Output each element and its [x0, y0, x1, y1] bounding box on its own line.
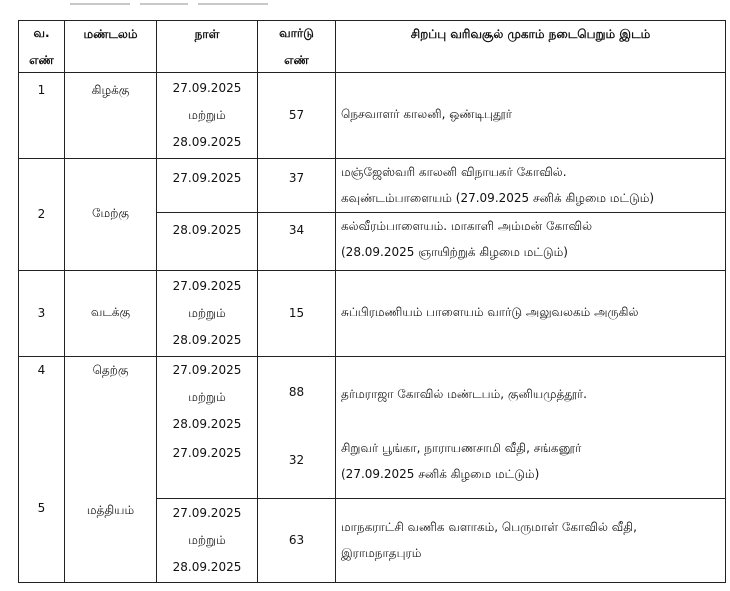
ward-cell: 34: [258, 212, 336, 270]
table-header-row: [19, 21, 726, 48]
date-cell: [157, 356, 258, 498]
place-line: கல்வீரம்பாளையம். மாகாளி அம்மன் கோவில்: [341, 218, 593, 233]
header-serial-line2: எண்: [19, 48, 65, 73]
header-ward-line2: எண்: [258, 48, 336, 73]
table-row: [19, 72, 726, 158]
place-cell: சுப்பிரமணியம் பாளையம் வார்டு அலுவலகம் அருகில்: [336, 270, 726, 356]
header-ward-line1: வார்டு: [279, 26, 314, 41]
and-text: மற்றும்: [188, 532, 226, 547]
date-value: 27.09.2025: [172, 80, 242, 95]
date-cell: [157, 270, 258, 356]
date-value: 28.09.2025: [172, 416, 242, 431]
serial-cell: 3: [19, 270, 65, 356]
date-value: 27.09.2025: [172, 278, 242, 293]
ward-cell: 15: [258, 270, 336, 356]
and-text: மற்றும்: [188, 107, 226, 122]
table-row: [19, 356, 726, 498]
serial-cell: 2: [19, 158, 65, 270]
date-value: 28.09.2025: [172, 332, 242, 347]
header-zone: மண்டலம்: [65, 21, 157, 73]
place-line: சிறுவர் பூங்கா, நாராயணசாமி வீதி, சங்கனூர்: [341, 440, 582, 455]
ward-value: 88: [288, 384, 305, 399]
and-text: மற்றும்: [188, 389, 226, 404]
and-text: மற்றும்: [188, 305, 226, 320]
ward-cell: 63: [258, 498, 336, 582]
date-value: 27.09.2025: [172, 362, 242, 377]
place-cell: [336, 498, 726, 582]
date-cell: [157, 72, 258, 158]
place-line: மஞ்ஜேஸ்வரி காலனி விநாயகர் கோவில்.: [341, 165, 567, 179]
table-row: [19, 270, 726, 356]
place-cell: நெசவாளர் காலனி, ஒண்டிபுதூர்: [336, 72, 726, 158]
serial-cell-group: [19, 356, 65, 582]
table-row: [19, 158, 726, 212]
zone-cell: வடக்கு: [65, 270, 157, 356]
place-line: கவுண்டம்பாளையம் (27.09.2025 சனிக் கிழமை மட்டும்): [341, 191, 655, 205]
date-value: 27.09.2025: [172, 445, 242, 460]
date-value: 28.09.2025: [172, 134, 242, 149]
place-cell: [336, 212, 726, 270]
date-value: 27.09.2025: [172, 505, 242, 520]
header-serial-line1: வ.: [33, 26, 50, 41]
place-cell: [336, 356, 726, 498]
zone-cell-group: [65, 356, 157, 582]
date-cell: 27.09.2025: [157, 158, 258, 212]
date-cell: [157, 498, 258, 582]
serial-cell: 1: [19, 72, 65, 158]
serial-value: 4: [37, 362, 46, 377]
place-line: இராமநாதபுரம்: [341, 546, 422, 560]
header-place: சிறப்பு வரிவசூல் முகாம் நடைபெறும் இடம்: [336, 21, 726, 73]
zone-value: மத்தியம்: [86, 502, 135, 517]
zone-value: தெற்கு: [92, 362, 129, 377]
place-line: (27.09.2025 சனிக் கிழமை மட்டும்): [341, 466, 540, 481]
cropped-text-remnant: [0, 0, 730, 14]
ward-value: 32: [288, 452, 305, 467]
ward-cell: 57: [258, 72, 336, 158]
place-line: (28.09.2025 ஞாயிற்றுக் கிழமை மட்டும்): [341, 244, 568, 259]
header-ward: [258, 21, 336, 48]
zone-cell: கிழக்கு: [65, 72, 157, 158]
date-cell: 28.09.2025: [157, 212, 258, 270]
zone-cell: மேற்கு: [65, 158, 157, 270]
place-cell: [336, 158, 726, 212]
header-date: நாள்: [157, 21, 258, 73]
place-line: தர்மராஜா கோவில் மண்டபம், குனியமுத்தூர்.: [341, 386, 587, 401]
date-value: 28.09.2025: [172, 559, 242, 574]
header-serial: [19, 21, 65, 48]
ward-cell: 37: [258, 158, 336, 212]
place-line: மாநகராட்சி வணிக வளாகம், பெருமாள் கோவில் வீதி,: [341, 520, 637, 534]
serial-value: 5: [37, 500, 46, 515]
tax-camp-schedule-table: [18, 20, 726, 583]
ward-cell: [258, 356, 336, 498]
